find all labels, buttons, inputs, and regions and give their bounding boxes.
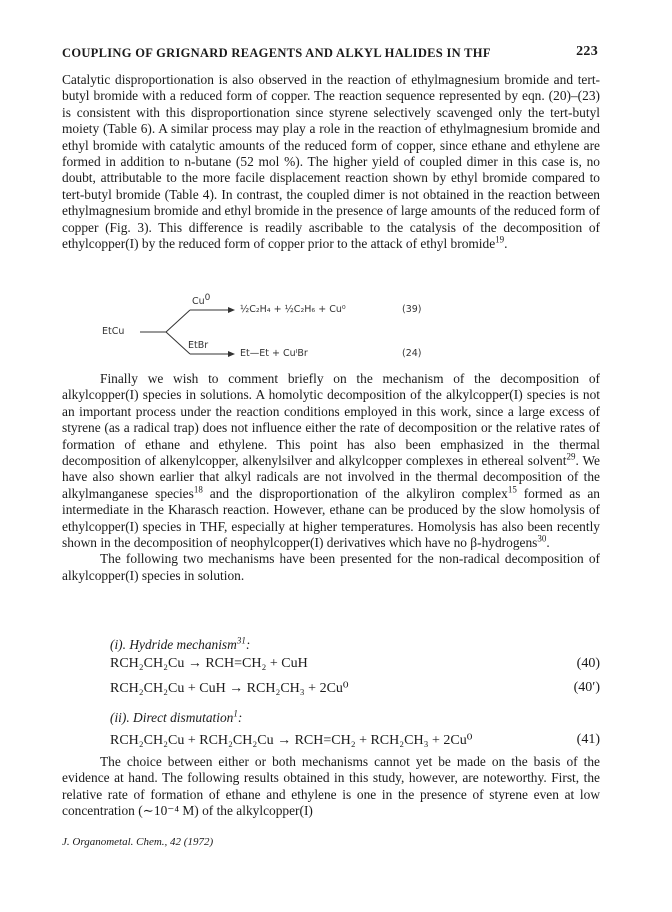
scheme-upper-reagent: Cu$^0$	[192, 292, 211, 307]
scheme-lower-equation-number: (24)	[402, 348, 422, 359]
reference-superscript: 19	[495, 234, 505, 245]
paragraph-1: Catalytic disproportionation is also observed in the reaction of ethylmagnesium bromide and tert-butyl bromide with a reduced form of copper. The reaction sequence represented by eqn. (20)–(23) is consistent with this disproportionation since styrene selectively scavenged only the tert-butyl moiety (Table 6). A similar process may play a role in the reaction of ethylmagnesium bromide and ethyl bromide with catalytic amounts of the reduced form of copper, since ethane and ethylene are formed in addition to n-butane (52 mol %). The higher yield of coupled dimer in this case is, no doubt, attributable to the more facile displacement reaction shown by ethyl bromide compared to tert-butyl bromide (Table 4). In contrast, the coupled dimer is not obtained in the reaction between ethylmagnesium bromide and ethyl bromide in the presence of large amounts of the reduced form of copper (Fig. 3). This difference is readily ascribable to the catalysis of the decomposition of ethylcopper(I) by the reduced form of copper prior to the attack of ethyl bromide$^{19}$.	[62, 72, 600, 252]
running-header	[62, 44, 598, 66]
paragraph-3: The choice between either or both mechanisms cannot yet be made on the basis of the evidence at hand. The following results obtained in this study, however, are noteworthy. First, the relative rate of formation of ethane and ethylene is one in the presence of styrene even at low concentration (∼10⁻⁴ M) of the alkylcopper(I)	[62, 754, 600, 819]
equation-40-prime: RCH₂CH₂Cu + CuH → RCH₂CH₃ + 2Cu⁰ (40′)	[110, 680, 600, 696]
running-title: COUPLING OF GRIGNARD REAGENTS AND ALKYL HALIDES IN THF	[62, 46, 491, 60]
paragraph-1-text: Catalytic disproportionation is also observed in the reaction of ethylmagnesium bromide and tert-butyl bromide with a reduced form of copper. The reaction sequence represented by eqn. (20)–(23) is consistent with this disproportionation since styrene selectively scavenged only the tert-butyl moiety (Table 6). A similar process may play a role in the reaction of ethylmagnesium bromide and ethyl bromide with catalytic amounts of the reduced form of copper, since ethane and ethylene are formed in addition to n-butane (52 mol %). The higher yield of coupled dimer in this case is, no doubt, attributable to the more facile displacement reaction shown by ethyl bromide compared to tert-butyl bromide (Table 4). In contrast, the coupled dimer is not obtained in the reaction between ethylmagnesium bromide and ethyl bromide in the presence of large amounts of the reduced form of copper (Fig. 3). This difference is readily ascribable to the catalysis of the decomposition of ethylcopper(I) by the reduced form of copper prior to the attack of ethyl bromide	[62, 72, 600, 252]
journal-citation-footer: J. Organometal. Chem., 42 (1972)	[62, 836, 214, 848]
reaction-scheme	[100, 292, 480, 364]
scheme-upper-products: ½C₂H₄ + ½C₂H₆ + Cu⁰	[240, 304, 346, 315]
scheme-reactant: EtCu	[102, 326, 125, 337]
equation-41: RCH₂CH₂Cu + RCH₂CH₂Cu → RCH=CH₂ + RCH₂CH₃ + 2Cu⁰ (41)	[110, 732, 600, 748]
mechanism-1-title: (i). Hydride mechanism$^{31}$:	[110, 635, 251, 652]
scheme-upper-equation-number: (39)	[402, 304, 422, 315]
scheme-lower-reagent: EtBr	[188, 340, 209, 351]
paragraph-2b: The following two mechanisms have been presented for the non-radical decomposition of alkylcopper(I) species in solution.	[62, 551, 600, 583]
scheme-lower-products: Et—Et + CuᴵBr	[240, 348, 308, 359]
paragraph-2: Finally we wish to comment briefly on the mechanism of the decomposition of alkylcopper(I) species in solutions. A homolytic decomposition of the alkylcopper(I) species is not an important process under the reaction conditions employed in this work, since a large excess of styrene (as a radical trap) does not influence either the rate of decomposition or the relative rates of formation of ethane and ethylene. This point has also been emphasized in the thermal decomposition of alkenylcopper, alkenylsilver and alkylcopper complexes in ethereal solvent$^{29}$. We have also shown earlier that alkyl radicals are not involved in the thermal decomposition of the alkylmanganese species$^{18}$ and the disproportionation of the alkyliron complex$^{15}$ formed as an intermediate in the Kharasch reaction. However, ethane can be produced by the slow homolysis of ethylcopper(I) species in THF, especially at higher temperatures. Homolysis has also been recently shown in the decomposition of neophylcopper(I) derivatives which have no β-hydrogens$^{30}$. The following two mechanisms have been presented for the non-radical decomposition of alkylcopper(I) species in solution.	[62, 371, 601, 583]
page-number: 223	[576, 44, 598, 59]
mechanism-2-title: (ii). Direct dismutation$^1$:	[110, 708, 243, 725]
equation-40: RCH₂CH₂Cu → RCH=CH₂ + CuH (40)	[110, 656, 600, 671]
